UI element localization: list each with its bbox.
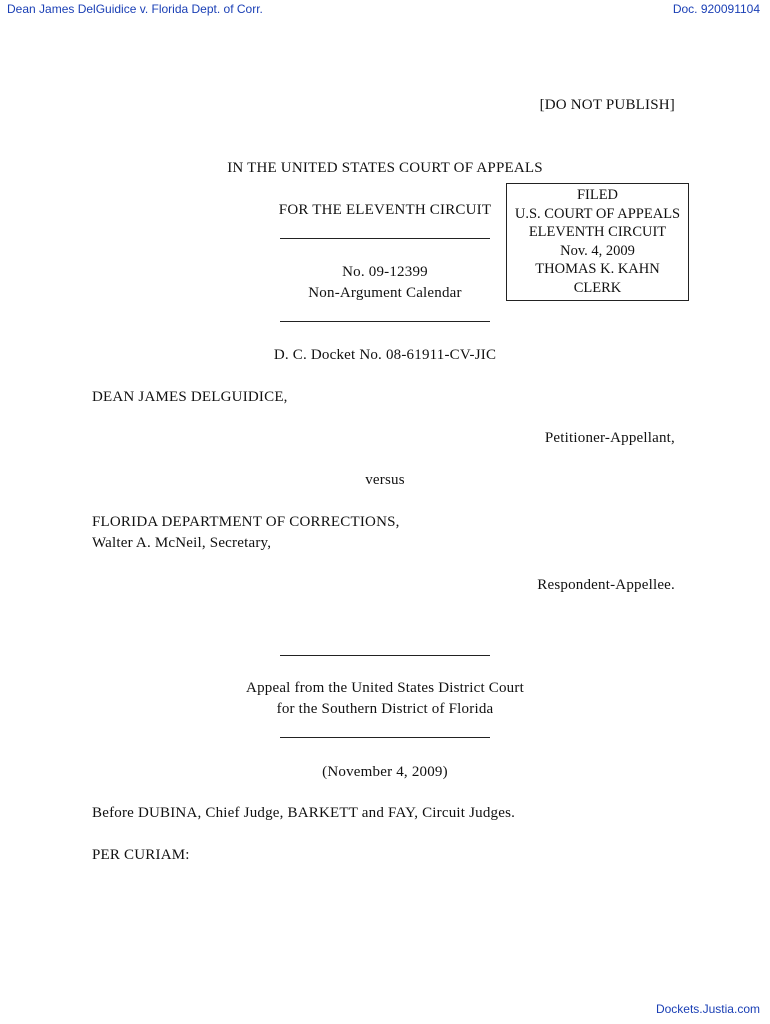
respondent-role: Respondent-Appellee. — [537, 577, 675, 593]
decision-date: (November 4, 2009) — [322, 764, 448, 780]
filed-stamp-clerk-title: CLERK — [573, 279, 622, 296]
docket-number: D. C. Docket No. 08-61911-CV-JIC — [273, 347, 497, 363]
appeal-origin: Appeal from the United States District Court — [246, 680, 524, 696]
filed-stamp-title: FILED — [576, 187, 619, 203]
divider-rule — [280, 737, 490, 738]
court-name: IN THE UNITED STATES COURT OF APPEALS — [227, 160, 543, 176]
doc-number-link[interactable]: Doc. 920091104 — [672, 2, 760, 16]
filed-stamp-clerk: THOMAS K. KAHN — [535, 261, 660, 277]
panel-judges: Before DUBINA, Chief Judge, BARKETT and FAY, Circuit Judges. — [92, 805, 516, 821]
versus-label: versus — [365, 472, 405, 488]
divider-rule — [280, 655, 490, 656]
petitioner-name: DEAN JAMES DELGUIDICE, — [92, 389, 288, 405]
calendar-type: Non-Argument Calendar — [308, 285, 462, 301]
respondent-secretary: Walter A. McNeil, Secretary, — [92, 535, 272, 551]
per-curiam-heading: PER CURIAM: — [92, 847, 190, 863]
filed-stamp-date: Nov. 4, 2009 — [560, 242, 635, 259]
filed-stamp-circuit: ELEVENTH CIRCUIT — [528, 224, 667, 240]
circuit-name: FOR THE ELEVENTH CIRCUIT — [278, 202, 492, 218]
case-title-link[interactable]: Dean James DelGuidice v. Florida Dept. of Corr. — [7, 2, 263, 16]
petitioner-role: Petitioner-Appellant, — [544, 430, 675, 446]
divider-rule — [280, 321, 490, 322]
case-number: No. 09-12399 — [342, 264, 428, 280]
respondent-name: FLORIDA DEPARTMENT OF CORRECTIONS, — [92, 514, 400, 530]
divider-rule — [280, 238, 490, 239]
filed-stamp-court: U.S. COURT OF APPEALS — [514, 205, 681, 222]
appeal-district: for the Southern District of Florida — [276, 701, 494, 717]
justia-footer-link[interactable]: Dockets.Justia.com — [655, 1002, 760, 1016]
publish-tag: [DO NOT PUBLISH] — [539, 97, 675, 113]
